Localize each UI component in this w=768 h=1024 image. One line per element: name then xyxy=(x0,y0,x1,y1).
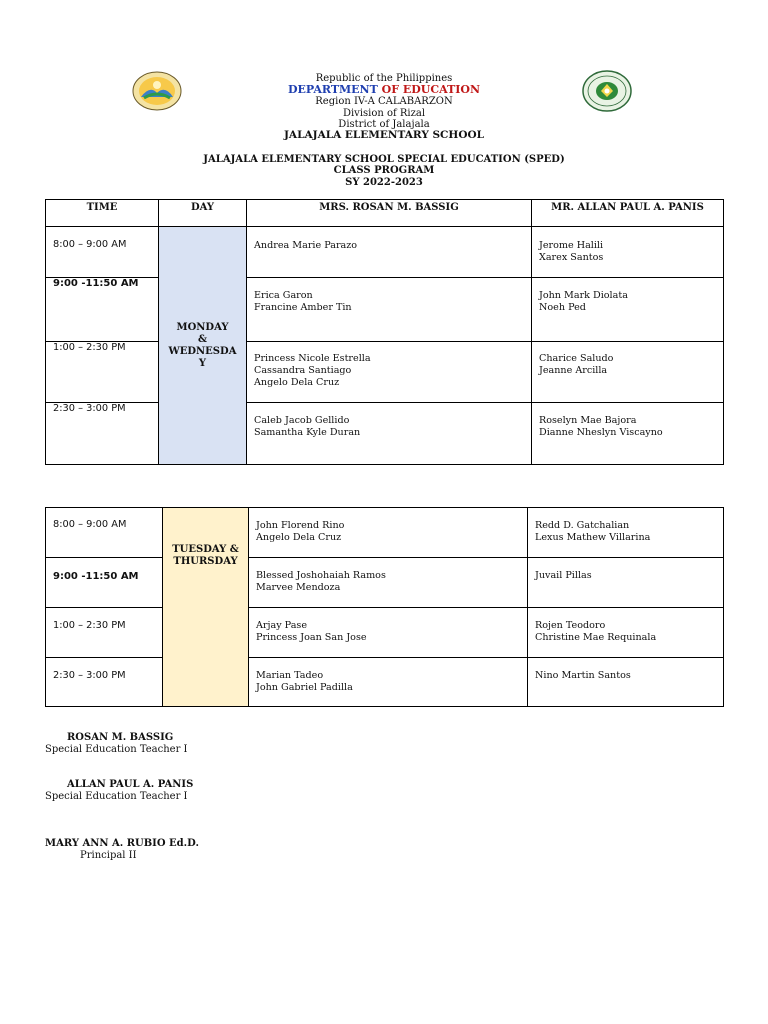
day-cell-tue-thu xyxy=(163,508,249,707)
student-list xyxy=(528,658,723,682)
student-list xyxy=(247,278,531,314)
time-cell xyxy=(46,403,159,465)
student-name: Xarex Santos xyxy=(539,252,604,263)
time-cell xyxy=(46,227,159,278)
teacher1-cell xyxy=(247,403,532,465)
student-list xyxy=(247,342,531,389)
time-cell xyxy=(46,508,163,558)
student-name: John Mark Diolata xyxy=(539,290,628,301)
student-name: John Florend Rino xyxy=(256,520,345,531)
district-line: District of Jalajala xyxy=(338,119,430,130)
signatory-title: Special Education Teacher I xyxy=(45,791,188,802)
student-name: Blessed Joshohaiah Ramos xyxy=(256,570,386,581)
teacher2-cell xyxy=(528,558,724,608)
student-name: Juvail Pillas xyxy=(535,570,592,581)
header-teacher1: MRS. ROSAN M. BASSIG xyxy=(247,200,532,227)
student-list xyxy=(249,508,527,544)
student-name: Angelo Dela Cruz xyxy=(254,377,340,388)
program-title: JALAJALA ELEMENTARY SCHOOL SPECIAL EDUCATION (SPED) xyxy=(203,154,565,165)
signatory-name: ROSAN M. BASSIG xyxy=(67,732,174,743)
teacher2-cell xyxy=(528,658,724,707)
student-name: Noeh Ped xyxy=(539,302,586,313)
student-list xyxy=(247,403,531,439)
student-name: Marvee Mendoza xyxy=(256,582,341,593)
time-text: 8:00 – 9:00 AM xyxy=(53,239,127,250)
country-line: Republic of the Philippines xyxy=(315,73,453,84)
student-list xyxy=(247,227,531,252)
student-name: Dianne Nheslyn Viscayno xyxy=(539,427,663,438)
day-label: MONDAY & WEDNESDA Y xyxy=(168,321,237,369)
student-list xyxy=(528,508,723,544)
student-name: Caleb Jacob Gellido xyxy=(254,415,350,426)
time-text: 2:30 – 3:00 PM xyxy=(53,403,126,414)
student-name: Rojen Teodoro xyxy=(535,620,606,631)
time-text: 9:00 -11:50 AM xyxy=(53,571,139,582)
student-list xyxy=(532,342,723,377)
student-name: Cassandra Santiago xyxy=(254,365,352,376)
school-year: SY 2022-2023 xyxy=(345,177,423,188)
student-name: Samantha Kyle Duran xyxy=(254,427,361,438)
student-name: Christine Mae Requinala xyxy=(535,632,657,643)
time-cell xyxy=(46,658,163,707)
student-list xyxy=(532,278,723,314)
teacher1-cell xyxy=(249,508,528,558)
schedule-table-mon-wed xyxy=(45,199,724,465)
teacher1-cell xyxy=(247,227,532,278)
teacher2-cell xyxy=(528,508,724,558)
student-name: Redd D. Gatchalian xyxy=(535,520,630,531)
department-word: DEPARTMENT xyxy=(287,83,378,96)
student-name: Jerome Halili xyxy=(539,240,604,251)
student-name: Erica Garon xyxy=(254,290,313,301)
time-text: 8:00 – 9:00 AM xyxy=(53,519,127,530)
teacher1-cell xyxy=(247,278,532,342)
time-text: 1:00 – 2:30 PM xyxy=(53,342,126,353)
day-label: TUESDAY & THURSDAY xyxy=(172,544,239,567)
student-name: Princess Joan San Jose xyxy=(256,632,367,643)
region-line: Region IV-A CALABARZON xyxy=(315,96,453,107)
signatory-name: MARY ANN A. RUBIO Ed.D. xyxy=(45,838,199,849)
time-cell xyxy=(46,278,159,342)
student-list xyxy=(532,227,723,264)
student-list xyxy=(249,608,527,644)
time-cell xyxy=(46,342,159,403)
student-name: Francine Amber Tin xyxy=(254,302,352,313)
signatory-title: Special Education Teacher I xyxy=(45,744,188,755)
student-list xyxy=(528,558,723,582)
time-text: 2:30 – 3:00 PM xyxy=(53,670,126,681)
time-text: 9:00 -11:50 AM xyxy=(53,278,139,289)
student-name: Nino Martin Santos xyxy=(535,670,631,681)
time-cell xyxy=(46,558,163,608)
student-list xyxy=(532,403,723,439)
division-line: Division of Rizal xyxy=(342,108,426,119)
teacher1-cell xyxy=(249,658,528,707)
student-list xyxy=(249,658,527,694)
student-list xyxy=(528,608,723,644)
student-name: Jeanne Arcilla xyxy=(539,365,608,376)
teacher2-cell xyxy=(532,227,724,278)
teacher1-cell xyxy=(247,342,532,403)
student-name: Andrea Marie Parazo xyxy=(254,240,358,251)
teacher2-cell xyxy=(532,278,724,342)
department-line xyxy=(0,83,768,96)
day-cell-mon-wed xyxy=(159,227,247,465)
student-name: Marian Tadeo xyxy=(256,670,324,681)
of-education-words: OF EDUCATION xyxy=(381,83,481,96)
student-list xyxy=(249,558,527,594)
school-name: JALAJALA ELEMENTARY SCHOOL xyxy=(283,129,485,141)
header-day: DAY xyxy=(159,200,247,227)
program-subtitle: CLASS PROGRAM xyxy=(333,165,435,176)
signatory-title: Principal II xyxy=(80,850,137,861)
schedule-table-tue-thu xyxy=(45,507,724,707)
header-teacher2: MR. ALLAN PAUL A. PANIS xyxy=(532,200,724,227)
student-name: John Gabriel Padilla xyxy=(256,682,353,693)
teacher1-cell xyxy=(249,608,528,658)
time-text: 1:00 – 2:30 PM xyxy=(53,620,126,631)
student-name: Angelo Dela Cruz xyxy=(256,532,342,543)
signatory-name: ALLAN PAUL A. PANIS xyxy=(67,779,194,790)
teacher1-cell xyxy=(249,558,528,608)
header-time: TIME xyxy=(46,200,159,227)
student-name: Princess Nicole Estrella xyxy=(254,353,371,364)
student-name: Lexus Mathew Villarina xyxy=(535,532,651,543)
teacher2-cell xyxy=(532,403,724,465)
teacher2-cell xyxy=(528,608,724,658)
student-name: Arjay Pase xyxy=(256,620,308,631)
student-name: Roselyn Mae Bajora xyxy=(539,415,637,426)
time-cell xyxy=(46,608,163,658)
student-name: Charice Saludo xyxy=(539,353,614,364)
teacher2-cell xyxy=(532,342,724,403)
